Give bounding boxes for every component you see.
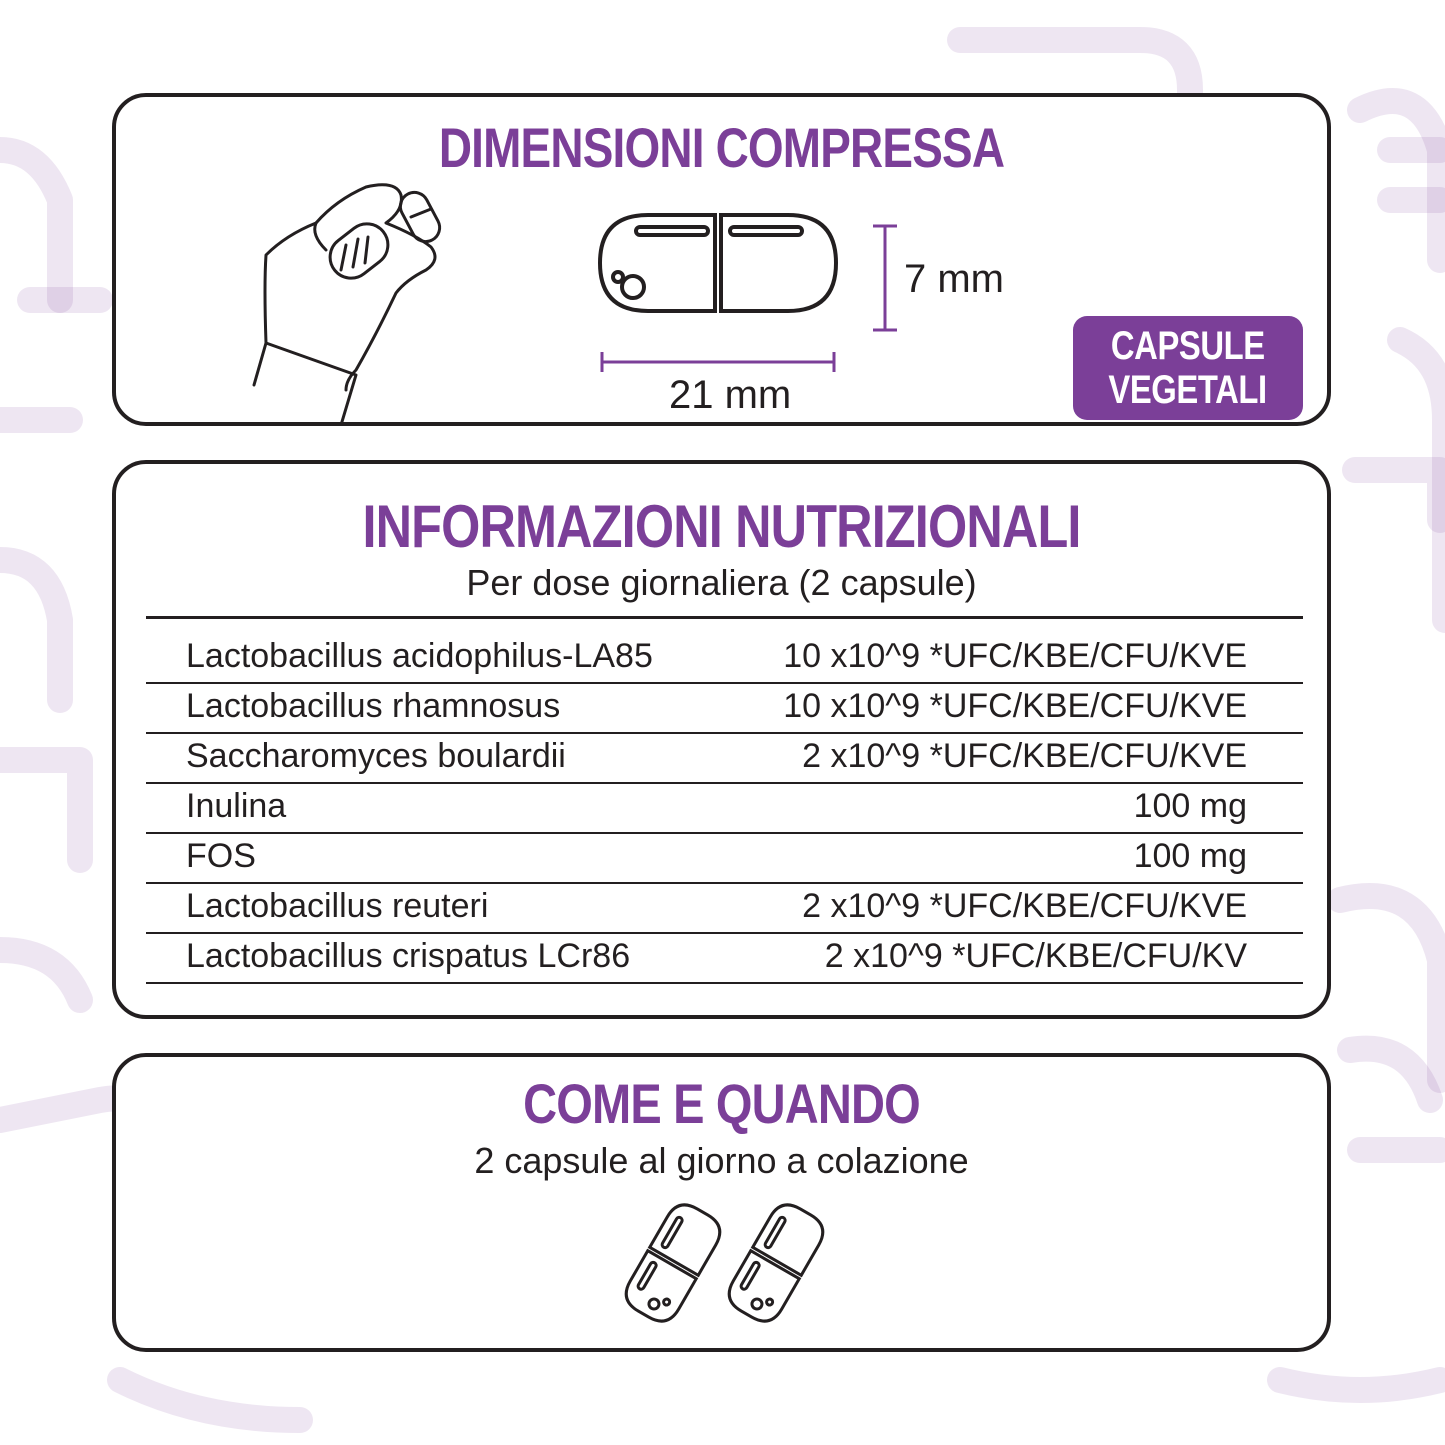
tablet-dimensions-card [112,93,1331,426]
ingredient-name: Saccharomyces boulardii [146,733,717,783]
nutrition-title: INFORMAZIONI NUTRIZIONALI [362,493,1081,560]
table-row [146,783,1303,833]
table-row [146,833,1303,883]
ingredient-amount: 10 x10^9 *UFC/KBE/CFU/KVE [717,618,1303,683]
table-row [146,933,1303,983]
table-row [146,618,1303,683]
width-label: 21 mm [669,373,792,417]
vegetable-capsules-badge [1073,316,1303,420]
capsule-icon [596,209,841,319]
nutrition-table [146,616,1303,984]
ingredient-amount: 10 x10^9 *UFC/KBE/CFU/KVE [717,683,1303,733]
table-row [146,733,1303,783]
nutrition-info-card [112,460,1331,1019]
ingredient-name: FOS [146,833,717,883]
ingredient-amount: 100 mg [717,783,1303,833]
usage-subtitle: 2 capsule al giorno a colazione [474,1140,969,1181]
ingredient-name: Lactobacillus acidophilus-LA85 [146,618,717,683]
ingredient-name: Lactobacillus reuteri [146,883,717,933]
capsule-icon [724,1200,828,1326]
hand-holding-capsule-icon [246,175,466,425]
ingredient-amount: 2 x10^9 *UFC/KBE/CFU/KVE [717,883,1303,933]
height-dimension-line [873,224,901,332]
dimensions-title: DIMENSIONI COMPRESSA [438,116,1005,179]
usage-title: COME E QUANDO [523,1072,920,1135]
table-row [146,883,1303,933]
badge-line-1: CAPSULE [1111,324,1265,368]
ingredient-name: Inulina [146,783,717,833]
badge-line-2: VEGETALI [1108,368,1268,412]
table-row [146,683,1303,733]
ingredient-amount: 100 mg [717,833,1303,883]
ingredient-name: Lactobacillus crispatus LCr86 [146,933,717,983]
ingredient-name: Lactobacillus rhamnosus [146,683,717,733]
height-label: 7 mm [904,257,1004,301]
nutrition-subtitle: Per dose giornaliera (2 capsule) [466,562,977,603]
ingredient-amount: 2 x10^9 *UFC/KBE/CFU/KVE [717,733,1303,783]
width-dimension-line [598,352,838,372]
usage-card [112,1053,1331,1352]
ingredient-amount: 2 x10^9 *UFC/KBE/CFU/KV [717,933,1303,983]
capsule-icon [621,1200,725,1326]
